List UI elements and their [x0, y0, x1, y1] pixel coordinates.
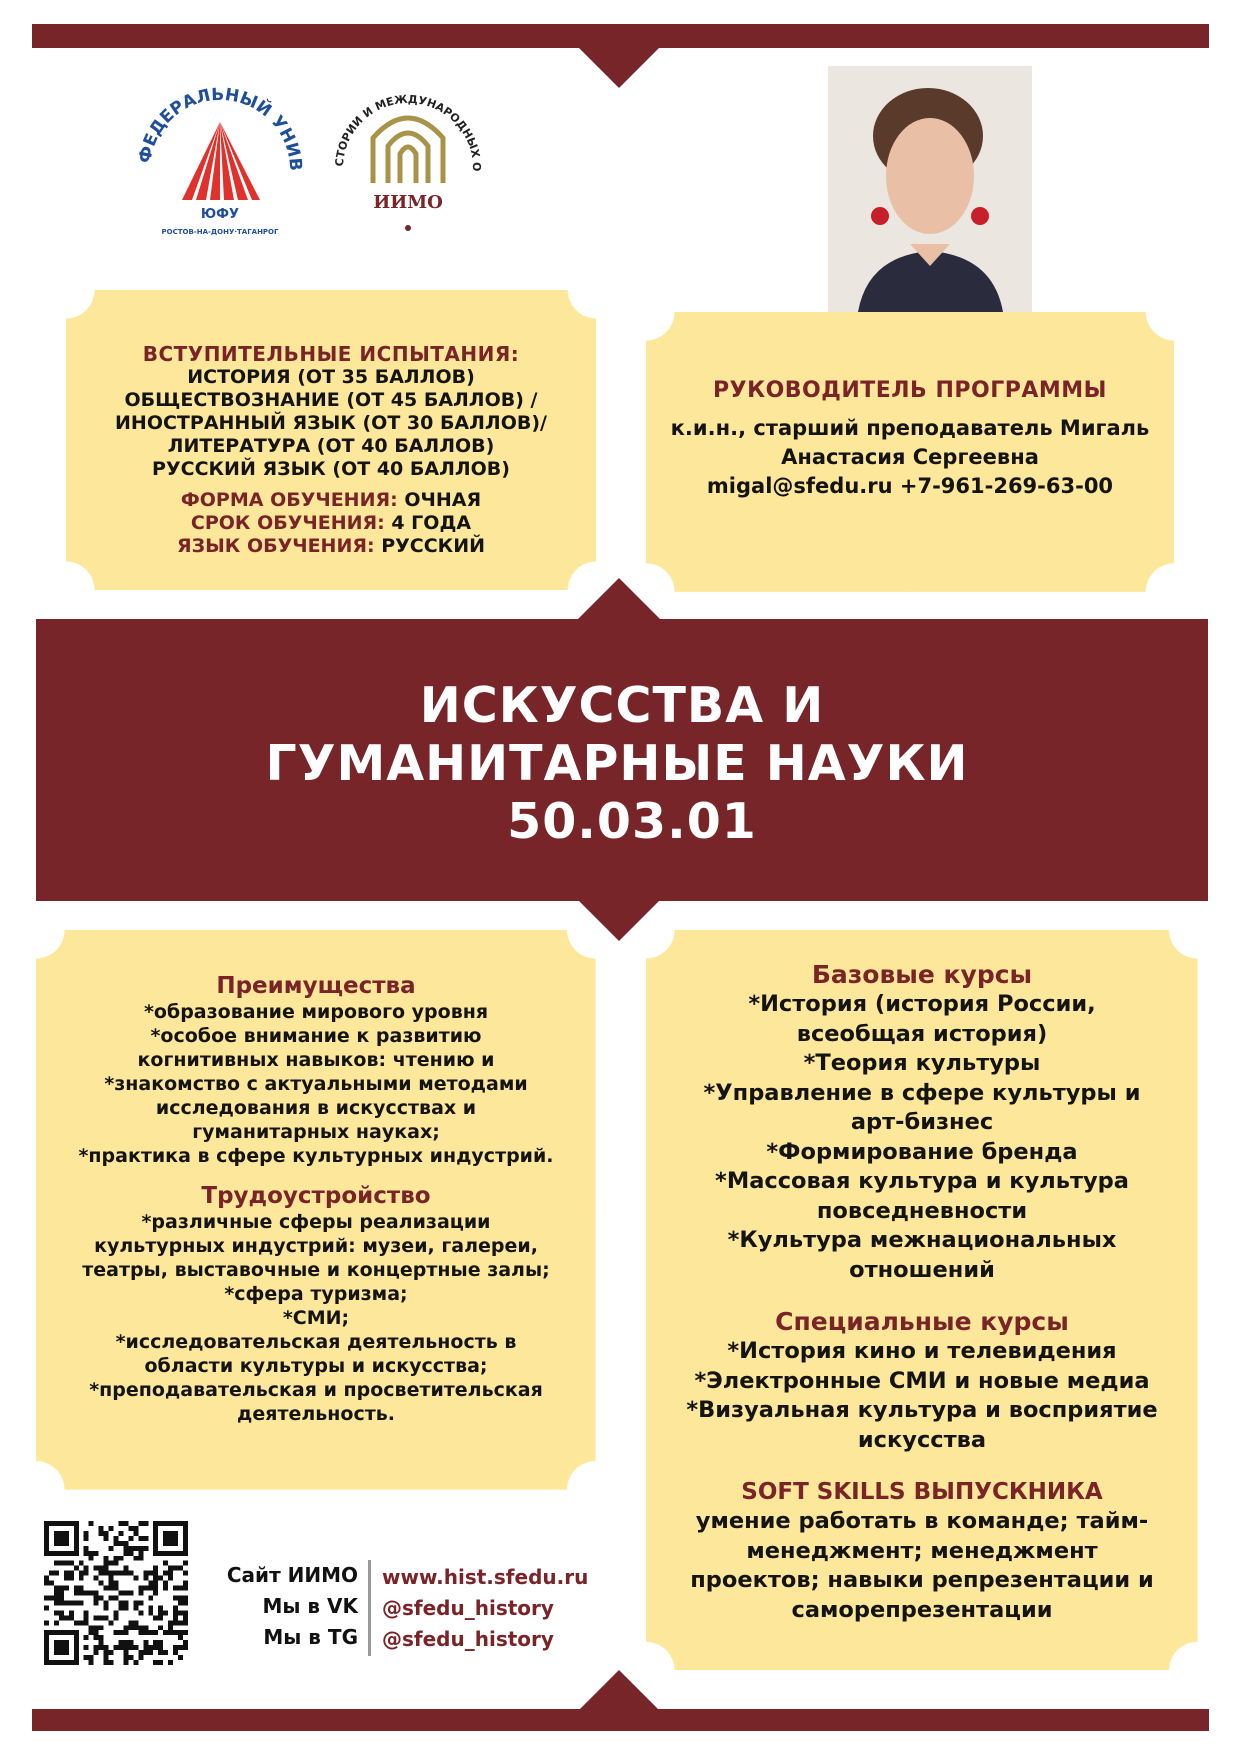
svg-text:ИИМО: ИИМО — [373, 192, 443, 213]
program-head-line: Анастасия Сергеевна — [781, 445, 1039, 469]
top-bar-notch — [577, 46, 661, 88]
employment-line: *различные сферы реализации — [141, 1211, 491, 1233]
entrance-title: ВСТУПИТЕЛЬНЫЕ ИСПЫТАНИЯ: — [142, 342, 520, 366]
advantages-line: *практика в сфере культурных индустрий. — [78, 1145, 554, 1167]
base-course-line: отношений — [849, 1256, 995, 1283]
advantages-panel — [36, 930, 596, 1490]
entrance-line: РУССКИЙ ЯЗЫК (ОТ 40 БАЛЛОВ) — [152, 458, 510, 480]
top-bar — [32, 24, 1209, 48]
title-banner — [36, 619, 1208, 901]
tg-link[interactable]: @sfedu_history — [382, 1627, 554, 1651]
special-course-line: *История кино и телевидения — [727, 1338, 1117, 1364]
base-course-line: *Культура межнациональных — [727, 1227, 1117, 1253]
program-head-line: к.и.н., старший преподаватель Мигаль — [670, 416, 1150, 440]
advantages-title: Преимущества — [216, 973, 416, 999]
special-course-line: искусства — [857, 1426, 987, 1453]
soft-skills-line: саморепрезентации — [791, 1596, 1053, 1623]
advantages-line: исследования в искусствах и — [155, 1097, 477, 1119]
svg-text:ЮФУ: ЮФУ — [200, 207, 240, 222]
program-title-line2: ГУМАНИТАРНЫЕ НАУКИ — [265, 735, 969, 792]
base-course-line: *Управление в сфере культуры и — [703, 1079, 1141, 1106]
base-course-line: *Формирование бренда — [766, 1138, 1078, 1165]
entrance-line: ИНОСТРАННЫЙ ЯЗЫК (ОТ 30 БАЛЛОВ)/ — [115, 412, 547, 434]
base-course-line: *Массовая культура и культура — [715, 1168, 1129, 1194]
advantages-line: *особое внимание к развитию — [150, 1025, 482, 1047]
base-course-line: *Теория культуры — [803, 1050, 1041, 1076]
employment-line: *исследовательская деятельность в — [115, 1331, 517, 1353]
entrance-line: ЛИТЕРАТУРА (ОТ 40 БАЛЛОВ) — [167, 435, 495, 457]
program-head-contacts: migal@sfedu.ru +7-961-269-63-00 — [706, 474, 1114, 498]
vk-link[interactable]: @sfedu_history — [382, 1596, 554, 1620]
employment-line: культурных индустрий: музеи, галереи, — [94, 1235, 538, 1257]
employment-line: *сфера туризма; — [224, 1283, 408, 1305]
advantages-line: *образование мирового уровня — [143, 1001, 489, 1023]
soft-skills-line: проектов; навыки репрезентации и — [690, 1567, 1154, 1593]
entrance-panel — [66, 290, 596, 590]
employment-line: театры, выставочные и концертные залы; — [82, 1259, 550, 1281]
study-form: ФОРМА ОБУЧЕНИЯ: ОЧНАЯ — [180, 489, 482, 511]
tg-label: Мы в TG — [263, 1625, 358, 1649]
sfedu-logo — [120, 70, 320, 270]
base-course-line: арт-бизнес — [850, 1109, 994, 1135]
bottom-bar-notch — [577, 1670, 661, 1712]
base-course-line: *История (история России, — [748, 991, 1096, 1017]
banner-notch-top — [577, 578, 661, 620]
vk-label: Мы в VK — [262, 1594, 358, 1618]
qr-code[interactable] — [44, 1521, 188, 1665]
soft-skills-title: SOFT SKILLS ВЫПУСКНИКА — [741, 1479, 1103, 1505]
special-course-line: *Электронные СМИ и новые медиа — [694, 1367, 1150, 1394]
program-head-photo — [828, 66, 1032, 312]
courses-panel — [646, 930, 1198, 1670]
base-courses-title: Базовые курсы — [811, 960, 1033, 989]
base-course-line: всеобщая история) — [796, 1020, 1048, 1047]
advantages-line: гуманитарных науках; — [192, 1121, 440, 1143]
links-values — [382, 1562, 612, 1655]
program-head-panel — [646, 312, 1174, 592]
employment-title: Трудоустройство — [201, 1183, 431, 1209]
employment-line: области культуры и искусства; — [144, 1355, 488, 1377]
program-code: 50.03.01 — [507, 793, 757, 850]
employment-line: *СМИ; — [282, 1307, 350, 1329]
svg-text:РОСТОВ-НА-ДОНУ·ТАГАНРОГ: РОСТОВ-НА-ДОНУ·ТАГАНРОГ — [161, 228, 279, 236]
site-link[interactable]: www.hist.sfedu.ru — [382, 1565, 589, 1589]
advantages-line: *знакомство с актуальными методами — [104, 1073, 528, 1095]
employment-line: деятельность. — [237, 1403, 395, 1425]
links-divider — [368, 1560, 371, 1656]
iimo-logo — [318, 68, 498, 248]
svg-text:ИНСТИТУТ ИСТОРИИ И МЕЖДУНАРОДН: СТОРИИ И МЕЖДУНАРОДНЫХ О — [332, 92, 484, 172]
soft-skills-line: умение работать в команде; тайм- — [695, 1508, 1149, 1534]
base-course-line: повседневности — [816, 1197, 1028, 1224]
study-language: ЯЗЫК ОБУЧЕНИЯ: РУССКИЙ — [176, 535, 486, 557]
svg-text:ЮЖНЫЙ ФЕДЕРАЛЬНЫЙ УНИВЕРСИТЕТ: ФЕДЕРАЛЬНЫЙ УНИВ — [135, 84, 306, 172]
entrance-line: ОБЩЕСТВОЗНАНИЕ (ОТ 45 БАЛЛОВ) / — [124, 389, 538, 411]
entrance-line: ИСТОРИЯ (ОТ 35 БАЛЛОВ) — [187, 366, 475, 388]
study-term: СРОК ОБУЧЕНИЯ: 4 ГОДА — [190, 512, 472, 534]
advantages-line: когнитивных навыков: чтению и — [137, 1049, 495, 1071]
special-course-line: *Визуальная культура и восприятие — [686, 1397, 1158, 1423]
links-labels — [198, 1560, 358, 1653]
soft-skills-line: менеджмент; менеджмент — [746, 1537, 1098, 1564]
site-label: Сайт ИИМО — [226, 1563, 358, 1587]
program-head-title: РУКОВОДИТЕЛЬ ПРОГРАММЫ — [713, 378, 1107, 403]
bottom-bar — [32, 1709, 1209, 1731]
special-courses-title: Специальные курсы — [775, 1307, 1069, 1336]
program-title-line1: ИСКУССТВА И — [419, 677, 825, 734]
employment-line: *преподавательская и просветительская — [89, 1379, 543, 1401]
